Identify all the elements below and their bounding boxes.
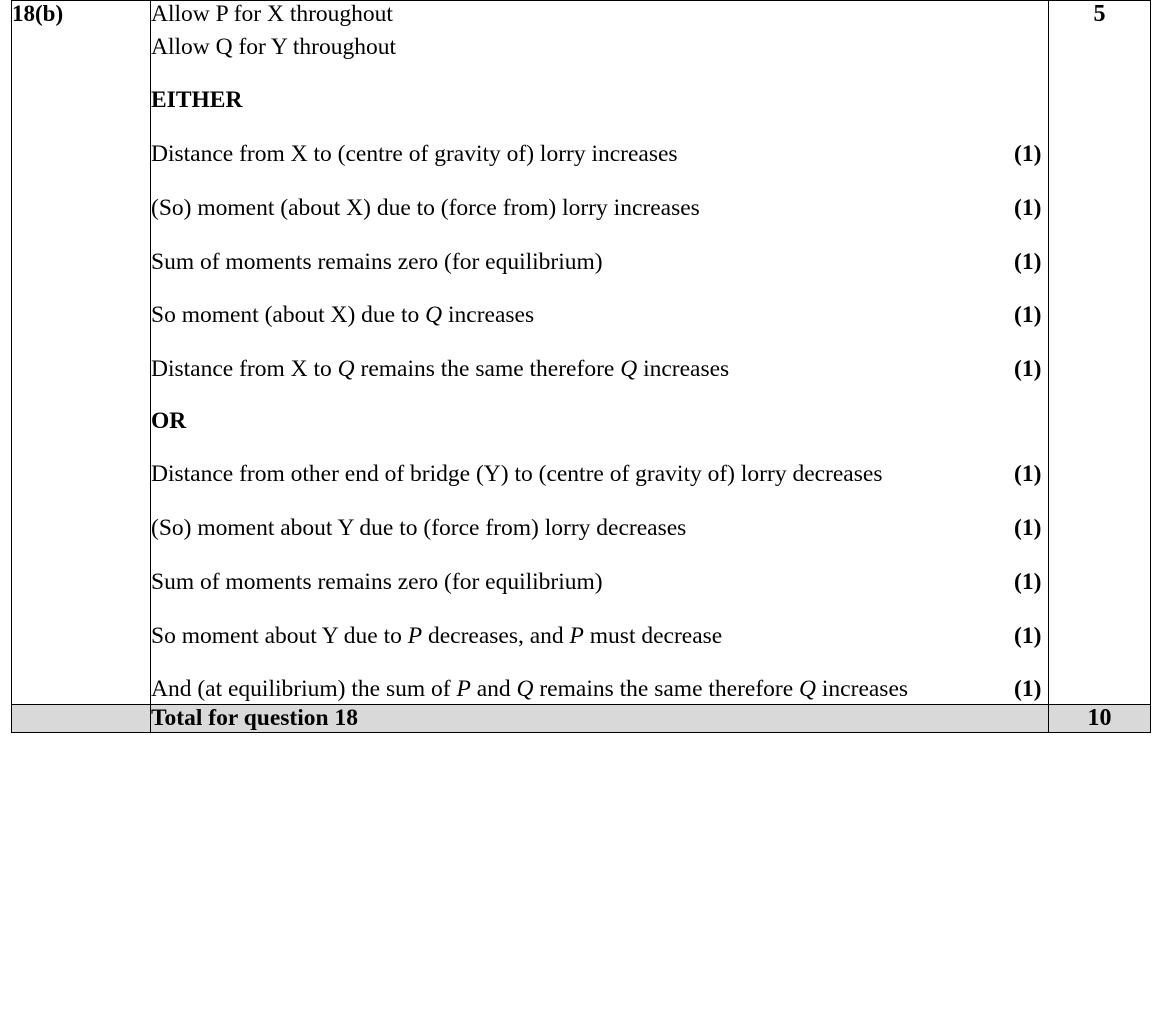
lead-line-2: Allow Q for Y throughout: [151, 33, 396, 60]
either-point-4: [151, 302, 1048, 330]
mark-scheme-table: [11, 0, 1151, 733]
either-point-1-mark: (1): [1014, 141, 1042, 168]
either-point-2: [151, 195, 1048, 223]
either-point-3: [151, 249, 1048, 277]
lead-instructions: [151, 1, 1048, 61]
lead-line-1: Allow P for X throughout: [151, 1, 393, 27]
or-point-5-text: And (at equilibrium) the sum of P and Q remains the same therefore Q increases: [151, 676, 909, 703]
or-point-3-mark: (1): [1014, 568, 1042, 595]
or-point-1-mark: (1): [1014, 461, 1042, 488]
question-marks: 5: [1093, 1, 1106, 27]
or-point-4-text: So moment about Y due to P decreases, and P must decrease: [151, 622, 723, 649]
question-number-cell: [12, 1, 151, 705]
or-point-3: [151, 569, 1048, 597]
total-marks-cell: [1049, 705, 1151, 733]
total-row-blank-cell: [12, 705, 151, 733]
or-point-2-mark: (1): [1014, 515, 1042, 542]
or-point-2-text: (So) moment about Y due to (force from) lorry decreases: [151, 515, 687, 542]
or-point-1: [151, 461, 1048, 489]
either-point-4-text: So moment (about X) due to Q increases: [151, 302, 535, 329]
total-label-cell: [151, 705, 1049, 733]
or-point-3-text: Sum of moments remains zero (for equilibrium): [151, 568, 603, 595]
or-point-5: [151, 676, 1048, 704]
or-point-2: [151, 515, 1048, 543]
either-heading: EITHER: [151, 87, 243, 114]
either-point-3-text: Sum of moments remains zero (for equilibrium): [151, 248, 603, 275]
either-point-5-mark: (1): [1014, 356, 1042, 383]
or-point-1-text: Distance from other end of bridge (Y) to (centre of gravity of) lorry decreases: [151, 461, 883, 488]
or-heading: OR: [151, 407, 187, 434]
answer-body-cell: [151, 1, 1049, 705]
either-point-5: [151, 356, 1048, 384]
or-point-5-mark: (1): [1014, 676, 1042, 703]
or-point-4: [151, 623, 1048, 651]
either-point-1-text: Distance from X to (centre of gravity of) lorry increases: [151, 141, 678, 168]
either-point-3-mark: (1): [1014, 248, 1042, 275]
either-point-4-mark: (1): [1014, 302, 1042, 329]
either-point-5-text: Distance from X to Q remains the same therefore Q increases: [151, 356, 730, 383]
total-label: Total for question 18: [151, 705, 358, 732]
question-number: 18(b): [12, 1, 64, 26]
total-marks: 10: [1087, 705, 1112, 732]
question-marks-cell: [1049, 1, 1151, 705]
total-row: [12, 705, 1151, 733]
table-row: [12, 1, 1151, 705]
either-point-1: [151, 141, 1048, 169]
or-point-4-mark: (1): [1014, 622, 1042, 649]
either-point-2-text: (So) moment (about X) due to (force from) lorry increases: [151, 194, 700, 221]
either-point-2-mark: (1): [1014, 194, 1042, 221]
